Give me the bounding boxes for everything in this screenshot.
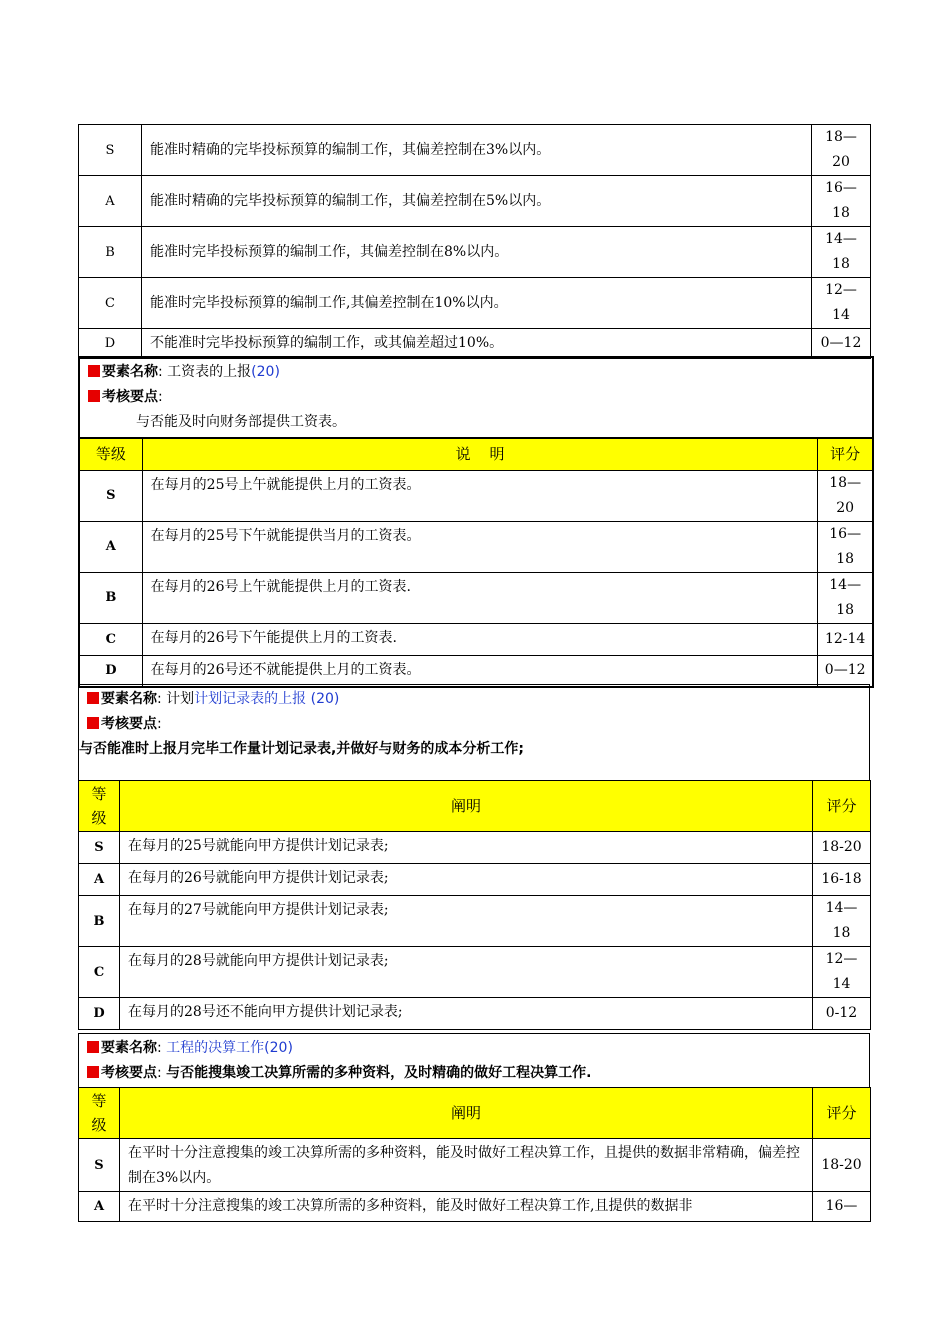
grade-cell: S <box>79 1139 120 1192</box>
desc-cell: 能准时精确的完毕投标预算的编制工作，其偏差控制在3%以内。 <box>142 125 812 176</box>
table-header-row <box>79 438 873 470</box>
element-name-line: 要素名称: 工资表的上报(20) <box>88 360 864 385</box>
table-row <box>79 521 873 572</box>
grade-cell: A <box>79 521 142 572</box>
assess-text: 与否能及时向财务部提供工资表。 <box>136 414 346 430</box>
score-cell: 14—18 <box>818 572 873 623</box>
grade-cell: S <box>79 470 142 521</box>
score-cell: 16—18 <box>818 521 873 572</box>
red-square-icon <box>87 717 99 729</box>
score-cell: 18—20 <box>818 470 873 521</box>
desc-cell: 在每月的26号上午就能提供上月的工资表. <box>142 572 818 623</box>
score-cell: 12—14 <box>813 947 871 998</box>
section-info <box>78 1033 870 1087</box>
table-row <box>79 227 871 278</box>
table-bid-budget <box>78 124 870 359</box>
final-accounts-table <box>78 1087 871 1222</box>
score-cell: 18-20 <box>813 832 871 864</box>
table-row <box>79 278 871 329</box>
element-points: (20) <box>264 1040 293 1056</box>
plan-report-table <box>78 780 871 1030</box>
desc-cell: 能准时完毕投标预算的编制工作,其偏差控制在10%以内。 <box>142 278 812 329</box>
section-info <box>78 684 870 780</box>
score-cell: 14—18 <box>812 227 871 278</box>
table-row <box>79 896 871 947</box>
desc-cell: 能准时完毕投标预算的编制工作，其偏差控制在8%以内。 <box>142 227 812 278</box>
table-row <box>79 655 873 687</box>
header-score: 评分 <box>813 1088 871 1139</box>
header-desc: 说 明 <box>142 438 818 470</box>
section-info <box>78 356 874 437</box>
grade-cell: D <box>79 655 142 687</box>
section-payroll <box>78 356 874 688</box>
assess-text: 与否能准时上报月完毕工作量计划记录表,并做好与财务的成本分析工作; <box>79 741 524 757</box>
red-square-icon <box>87 1041 99 1053</box>
grade-cell: C <box>79 947 120 998</box>
payroll-table <box>78 437 874 688</box>
score-cell: 12—14 <box>812 278 871 329</box>
desc-cell: 在平时十分注意搜集的竣工决算所需的多种资料，能及时做好工程决算工作，且提供的数据非常精确，偏差控制在3%以内。 <box>120 1139 813 1192</box>
section-final-accounts <box>78 1033 870 1222</box>
grade-cell: A <box>79 864 120 896</box>
grade-cell: D <box>79 329 142 359</box>
table-row <box>79 176 871 227</box>
table-row <box>79 947 871 998</box>
element-name: 计划记录表的上报 <box>194 691 307 707</box>
element-prefix: 计划 <box>166 691 195 707</box>
score-cell: 0—12 <box>818 655 873 687</box>
grade-cell: B <box>79 896 120 947</box>
red-square-icon <box>87 1066 99 1078</box>
desc-cell: 在每月的28号还不能向甲方提供计划记录表; <box>120 998 813 1030</box>
grade-cell: C <box>79 278 142 329</box>
element-points: (20) <box>251 364 280 380</box>
grade-cell: A <box>79 176 142 227</box>
grade-cell: B <box>79 572 142 623</box>
desc-cell: 在每月的28号就能向甲方提供计划记录表; <box>120 947 813 998</box>
desc-cell: 在每月的26号下午能提供上月的工资表. <box>142 623 818 655</box>
score-cell: 18—20 <box>812 125 871 176</box>
score-cell: 16-18 <box>813 864 871 896</box>
score-cell: 0—12 <box>812 329 871 359</box>
desc-cell: 在每月的25号下午就能提供当月的工资表。 <box>142 521 818 572</box>
table-row <box>79 832 871 864</box>
header-score: 评分 <box>818 438 873 470</box>
score-cell: 12-14 <box>818 623 873 655</box>
header-desc: 阐明 <box>120 1088 813 1139</box>
header-desc: 阐明 <box>120 781 813 832</box>
grade-cell: D <box>79 998 120 1030</box>
header-score: 评分 <box>813 781 871 832</box>
red-square-icon <box>88 365 100 377</box>
table-row <box>79 329 871 359</box>
score-cell: 16— <box>813 1192 871 1222</box>
score-cell: 16—18 <box>812 176 871 227</box>
table-row <box>79 998 871 1030</box>
desc-cell: 在每月的25号上午就能提供上月的工资表。 <box>142 470 818 521</box>
assess-label-line: 考核要点: <box>88 385 864 410</box>
red-square-icon <box>88 390 100 402</box>
score-cell: 18-20 <box>813 1139 871 1192</box>
element-name: 工资表的上报 <box>167 364 252 380</box>
desc-cell: 在每月的25号就能向甲方提供计划记录表; <box>120 832 813 864</box>
table-row <box>79 1192 871 1222</box>
desc-cell: 不能准时完毕投标预算的编制工作，或其偏差超过10%。 <box>142 329 812 359</box>
assess-text: 与否能搜集竣工决算所需的多种资料，及时精确的做好工程决算工作. <box>166 1065 592 1081</box>
table-row <box>79 470 873 521</box>
table-row <box>79 1139 871 1192</box>
element-name: 工程的决算工作 <box>166 1040 265 1056</box>
assess-label-line: 考核要点: <box>87 712 861 737</box>
grade-cell: S <box>79 125 142 176</box>
table-row <box>79 623 873 655</box>
table-row <box>79 864 871 896</box>
section-plan-report <box>78 684 870 1030</box>
header-grade: 等级 <box>79 781 120 832</box>
header-grade: 等级 <box>79 1088 120 1139</box>
grade-cell: A <box>79 1192 120 1222</box>
score-cell: 0-12 <box>813 998 871 1030</box>
grade-cell: C <box>79 623 142 655</box>
grade-cell: S <box>79 832 120 864</box>
desc-cell: 在每月的27号就能向甲方提供计划记录表; <box>120 896 813 947</box>
score-cell: 14—18 <box>813 896 871 947</box>
element-name-line: 要素名称: 计划计划记录表的上报 (20) <box>87 687 861 712</box>
table-row <box>79 125 871 176</box>
grade-cell: B <box>79 227 142 278</box>
table-row <box>79 572 873 623</box>
table-header-row <box>79 1088 871 1139</box>
desc-cell: 在每月的26号就能向甲方提供计划记录表; <box>120 864 813 896</box>
header-grade: 等级 <box>79 438 142 470</box>
desc-cell: 在平时十分注意搜集的竣工决算所需的多种资料，能及时做好工程决算工作,且提供的数据非 <box>120 1192 813 1222</box>
assess-line: 考核要点: 与否能搜集竣工决算所需的多种资料，及时精确的做好工程决算工作. <box>87 1061 861 1086</box>
desc-cell: 在每月的26号还不就能提供上月的工资表。 <box>142 655 818 687</box>
element-points: (20) <box>310 691 340 707</box>
red-square-icon <box>87 692 99 704</box>
element-name-line: 要素名称: 工程的决算工作(20) <box>87 1036 861 1061</box>
table-header-row <box>79 781 871 832</box>
desc-cell: 能准时精确的完毕投标预算的编制工作，其偏差控制在5%以内。 <box>142 176 812 227</box>
